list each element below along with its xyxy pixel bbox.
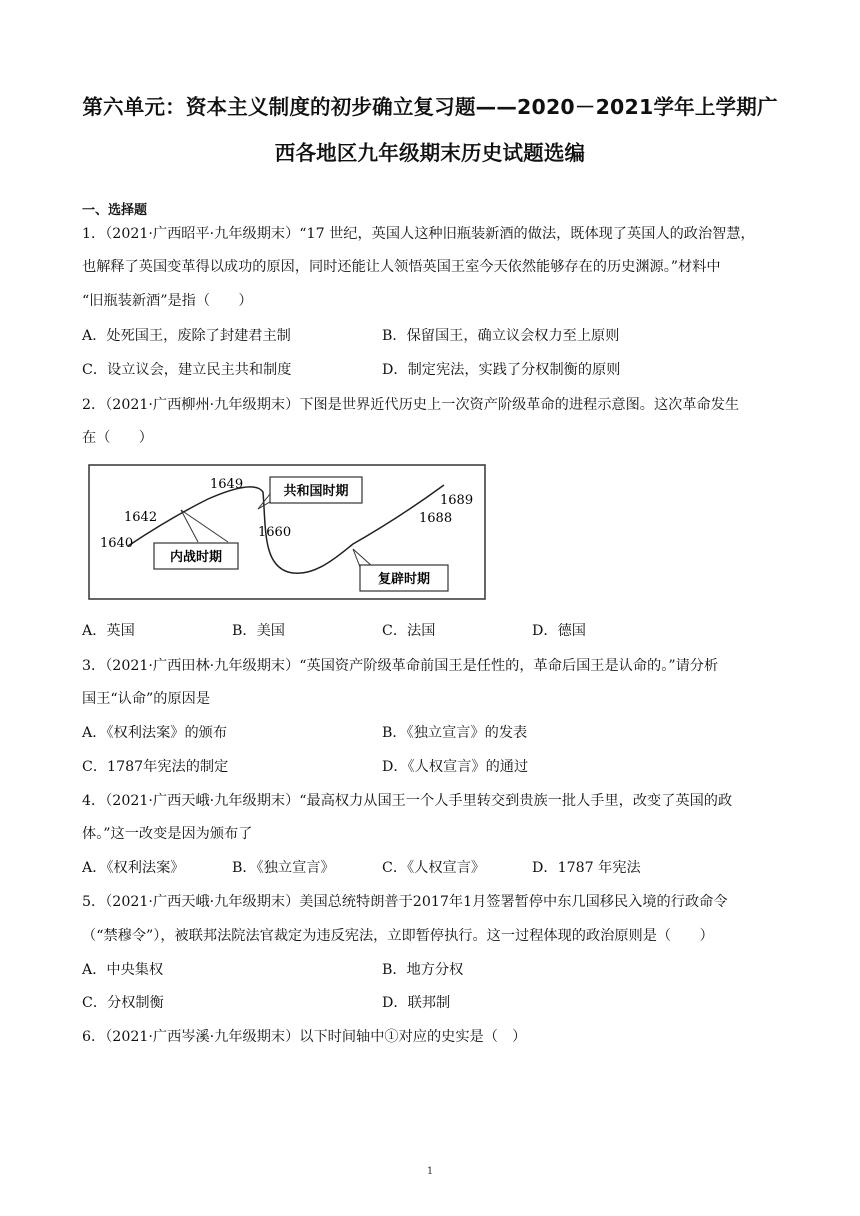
q2-text-line-2: 在（ ） [82, 430, 153, 446]
republic-label: 共和国时期 [283, 484, 349, 499]
restoration-label: 复辟时期 [377, 572, 431, 587]
q5-option-b: B．地方分权 [382, 962, 464, 978]
q4-text-line-2: 体。”这一改变是因为颁布了 [82, 826, 253, 842]
q3-option-b: B．《独立宣言》的发表 [382, 725, 528, 741]
q4-option-c: C．《人权宣言》 [382, 860, 486, 876]
q2-text-line-1: 2．（2021·广西柳州·九年级期末）下图是世界近代历史上一次资产阶级革命的进程示意图。这次革命发生 [82, 397, 740, 413]
q2-option-d: D．德国 [532, 623, 586, 639]
civil-war-label: 内战时期 [169, 550, 223, 565]
q3-text-line-1: 3．（2021·广西田林·九年级期末）“英国资产阶级革命前国王是任性的，革命后国王是认命的。”请分析 [82, 658, 719, 674]
year-1640: 1640 [100, 536, 134, 551]
revolution-process-diagram [88, 464, 486, 600]
q1-option-b: B．保留国王，确立议会权力至上原则 [382, 328, 620, 344]
q4-text-line-1: 4．（2021·广西天峨·九年级期末）“最高权力从国王一个人手里转交到贵族一批人手里，改变了英国的政 [82, 793, 733, 809]
q1-option-c: C．设立议会，建立民主共和制度 [82, 362, 292, 378]
q4-option-d: D．1787 年宪法 [532, 860, 641, 876]
q5-option-c: C．分权制衡 [82, 995, 164, 1011]
q1-option-d: D．制定宪法，实践了分权制衡的原则 [382, 362, 621, 378]
q2-option-c: C．法国 [382, 623, 436, 639]
q3-option-d: D．《人权宣言》的通过 [382, 759, 529, 775]
q4-option-a: A．《权利法案》 [82, 860, 185, 876]
q2-option-a: A．英国 [82, 623, 135, 639]
year-1642: 1642 [124, 510, 158, 525]
page-number: 1 [426, 1166, 434, 1177]
q6-text-line-1: 6．（2021·广西岑溪·九年级期末）以下时间轴中①对应的史实是（ ） [82, 1029, 527, 1045]
q1-option-a: A．处死国王，废除了封建君主制 [82, 328, 291, 344]
title-line-2: 西各地区九年级期末历史试题选编 [274, 141, 586, 165]
q1-text-line-2: 也解释了英国变革得以成功的原因，同时还能让人领悟英国王室今天依然能够存在的历史渊源。”材料中 [82, 259, 721, 275]
year-1649: 1649 [210, 477, 244, 492]
q5-option-d: D．联邦制 [382, 995, 451, 1011]
year-1660: 1660 [258, 525, 292, 540]
q3-text-line-2: 国王“认命”的原因是 [82, 691, 211, 707]
q1-text-line-3: “旧瓶装新酒”是指（ ） [82, 293, 253, 309]
q1-text-line-1: 1．（2021·广西昭平·九年级期末）“17 世纪，英国人这种旧瓶装新酒的做法，既体现了英国人的政治智慧， [82, 226, 755, 242]
q5-text-line-1: 5．（2021·广西天峨·九年级期末）美国总统特朗普于2017年1月签署暂停中东几国移民入境的行政命令 [82, 894, 728, 910]
q5-text-line-2: （“禁穆令”），被联邦法院法官裁定为违反宪法，立即暂停执行。这一过程体现的政治原则是（ ） [82, 928, 714, 944]
section-heading: 一、选择题 [82, 203, 148, 218]
q3-option-a: A．《权利法案》的颁布 [82, 725, 228, 741]
title-line-1: 第六单元：资本主义制度的初步确立复习题——2020－2021学年上学期广 [82, 95, 778, 119]
q2-option-b: B．美国 [232, 623, 285, 639]
q4-option-b: B．《独立宣言》 [232, 860, 335, 876]
year-1688: 1688 [419, 511, 453, 526]
q5-option-a: A．中央集权 [82, 962, 164, 978]
q3-option-c: C．1787年宪法的制定 [82, 759, 229, 775]
year-1689: 1689 [440, 493, 474, 508]
